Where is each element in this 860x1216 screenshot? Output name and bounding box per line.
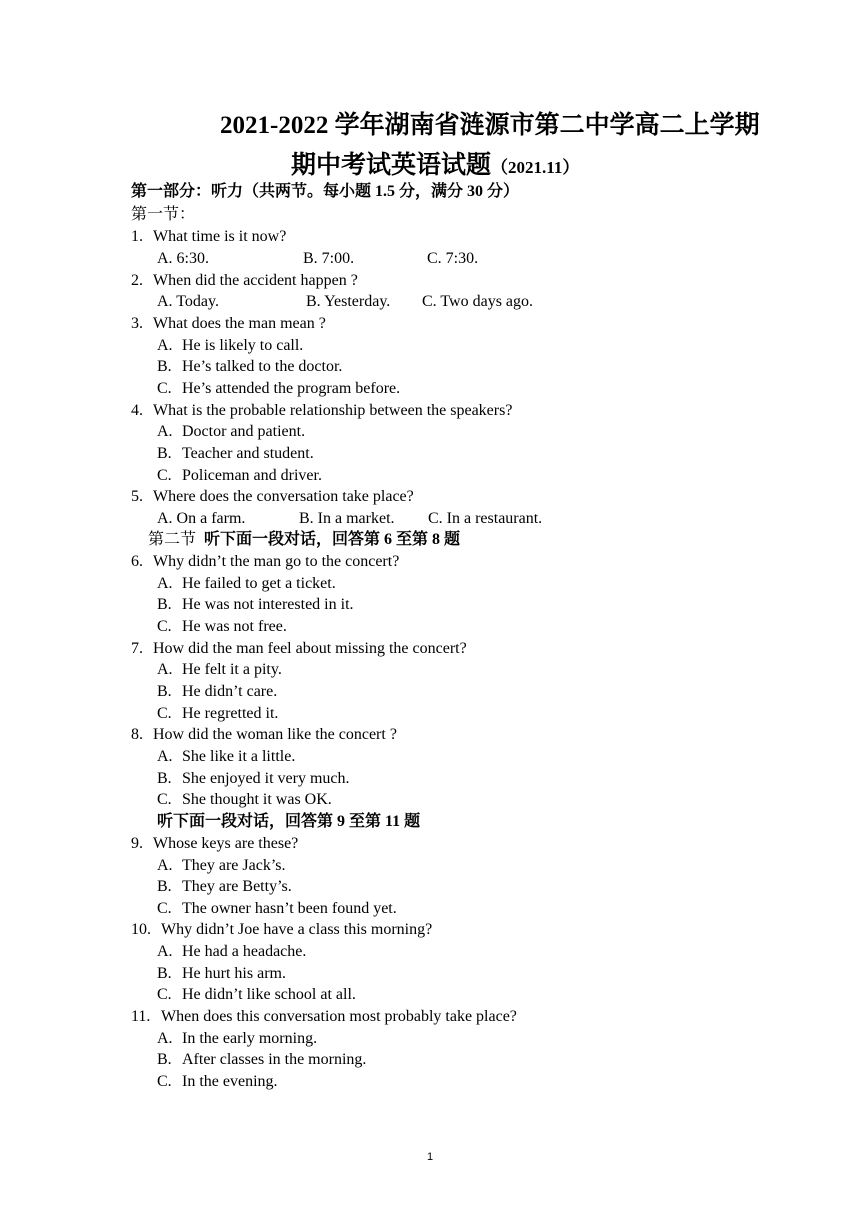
option-c	[157, 1072, 278, 1092]
question-8	[131, 725, 397, 745]
option-c: C. In a restaurant.	[428, 510, 543, 527]
question-2	[131, 271, 358, 291]
question-5	[131, 487, 414, 507]
option-letter: A.	[157, 337, 173, 354]
question-text: How did the man feel about missing the concert?	[153, 640, 467, 657]
option-b	[157, 877, 292, 897]
option-b	[157, 357, 342, 377]
option-text: She like it a little.	[182, 748, 296, 765]
option-letter: A.	[157, 748, 173, 765]
option-letter: C.	[157, 1073, 172, 1090]
exam-title-line2	[0, 145, 860, 181]
option-c	[157, 899, 397, 919]
option-a	[157, 574, 336, 594]
option-letter: C.	[157, 986, 172, 1003]
option-c	[157, 617, 287, 637]
option-text: They are Betty’s.	[182, 878, 292, 895]
option-letter: C.	[157, 380, 172, 397]
option-text: In the early morning.	[182, 1030, 318, 1047]
section2-header	[148, 530, 460, 550]
option-a	[157, 422, 305, 442]
section2-instruction: 听下面一段对话，回答第 6 至第 8 题	[204, 531, 461, 548]
option-c	[157, 379, 400, 399]
section2-label: 第二节	[148, 531, 197, 548]
option-c	[157, 985, 356, 1005]
option-letter: B.	[157, 683, 172, 700]
option-a	[157, 336, 303, 356]
question-10	[131, 920, 432, 940]
question-text: Whose keys are these?	[153, 835, 299, 852]
option-b: B. In a market.	[299, 510, 395, 527]
option-b	[157, 1050, 366, 1070]
option-a	[157, 747, 295, 767]
option-letter: C.	[157, 618, 172, 635]
option-letter: A.	[157, 423, 173, 440]
option-text: He didn’t care.	[182, 683, 278, 700]
option-letter: A.	[157, 943, 173, 960]
question-number: 6.	[131, 553, 143, 570]
question-6	[131, 552, 399, 572]
option-text: Doctor and patient.	[182, 423, 306, 440]
question-text: What does the man mean ?	[153, 315, 326, 332]
question-number: 11.	[131, 1008, 151, 1025]
option-letter: B.	[157, 596, 172, 613]
exam-title-date: （2021.11）	[491, 158, 580, 177]
option-c: C. 7:30.	[427, 250, 479, 267]
exam-title-main: 期中考试英语试题	[291, 152, 492, 179]
option-b	[157, 769, 350, 789]
option-text: He had a headache.	[182, 943, 307, 960]
option-text: He’s talked to the doctor.	[182, 358, 343, 375]
option-letter: B.	[157, 878, 172, 895]
question-number: 7.	[131, 640, 143, 657]
option-letter: A.	[157, 575, 173, 592]
part1-header: 第一部分：听力（共两节。每小题 1.5 分，满分 30 分）	[131, 183, 520, 200]
option-letter: A.	[157, 857, 173, 874]
option-letter: C.	[157, 705, 172, 722]
option-text: The owner hasn’t been found yet.	[182, 900, 397, 917]
option-b	[157, 682, 277, 702]
question-text: When does this conversation most probably take place?	[161, 1008, 517, 1025]
option-text: He hurt his arm.	[182, 965, 286, 982]
option-letter: B.	[157, 1051, 172, 1068]
option-letter: A.	[157, 661, 173, 678]
option-a: A. 6:30.	[157, 250, 209, 267]
option-text: They are Jack’s.	[182, 857, 286, 874]
question-number: 8.	[131, 726, 143, 743]
question-text: Why didn’t the man go to the concert?	[153, 553, 400, 570]
question-number: 3.	[131, 315, 143, 332]
option-text: He failed to get a ticket.	[182, 575, 336, 592]
option-letter: C.	[157, 467, 172, 484]
option-text: He didn’t like school at all.	[182, 986, 356, 1003]
question-number: 9.	[131, 835, 143, 852]
section1-label: 第一节：	[131, 206, 196, 223]
option-text: He was not interested in it.	[182, 596, 354, 613]
question-3	[131, 314, 326, 334]
question-1	[131, 227, 286, 247]
question-text: How did the woman like the concert ?	[153, 726, 397, 743]
exam-title-line1: 2021-2022 学年湖南省涟源市第二中学高二上学期	[220, 112, 760, 139]
option-text: After classes in the morning.	[182, 1051, 367, 1068]
group3-header: 听下面一段对话，回答第 9 至第 11 题	[157, 813, 421, 830]
option-text: He felt it a pity.	[182, 661, 282, 678]
question-4	[131, 401, 512, 421]
option-text: He was not free.	[182, 618, 287, 635]
question-number: 5.	[131, 488, 143, 505]
page-number: 1	[426, 1151, 434, 1163]
option-b	[157, 444, 314, 464]
option-b: B. Yesterday.	[306, 293, 391, 310]
option-b: B. 7:00.	[303, 250, 355, 267]
option-text: He is likely to call.	[182, 337, 304, 354]
question-text: When did the accident happen ?	[153, 272, 358, 289]
option-c	[157, 790, 332, 810]
question-number: 10.	[131, 921, 151, 938]
question-text: What is the probable relationship between the speakers?	[153, 402, 513, 419]
question-text: Where does the conversation take place?	[153, 488, 414, 505]
option-text: He’s attended the program before.	[182, 380, 401, 397]
option-letter: B.	[157, 358, 172, 375]
option-letter: B.	[157, 770, 172, 787]
option-letter: C.	[157, 900, 172, 917]
option-text: Policeman and driver.	[182, 467, 322, 484]
option-c	[157, 466, 322, 486]
option-letter: B.	[157, 965, 172, 982]
option-a	[157, 942, 306, 962]
option-letter: C.	[157, 791, 172, 808]
option-text: She enjoyed it very much.	[182, 770, 350, 787]
question-text: What time is it now?	[153, 228, 287, 245]
option-letter: B.	[157, 445, 172, 462]
option-b	[157, 595, 354, 615]
question-7	[131, 639, 467, 659]
option-text: In the evening.	[182, 1073, 278, 1090]
option-a: A. Today.	[157, 293, 219, 310]
question-number: 1.	[131, 228, 143, 245]
option-c	[157, 704, 278, 724]
option-text: He regretted it.	[182, 705, 279, 722]
option-c: C. Two days ago.	[422, 293, 534, 310]
question-number: 2.	[131, 272, 143, 289]
option-b	[157, 964, 286, 984]
option-text: Teacher and student.	[182, 445, 314, 462]
option-a	[157, 660, 282, 680]
question-11	[131, 1007, 517, 1027]
option-a	[157, 1029, 317, 1049]
question-number: 4.	[131, 402, 143, 419]
option-a: A. On a farm.	[157, 510, 246, 527]
option-text: She thought it was OK.	[182, 791, 332, 808]
option-letter: A.	[157, 1030, 173, 1047]
option-a	[157, 856, 286, 876]
question-9	[131, 834, 298, 854]
question-text: Why didn’t Joe have a class this morning?	[161, 921, 433, 938]
